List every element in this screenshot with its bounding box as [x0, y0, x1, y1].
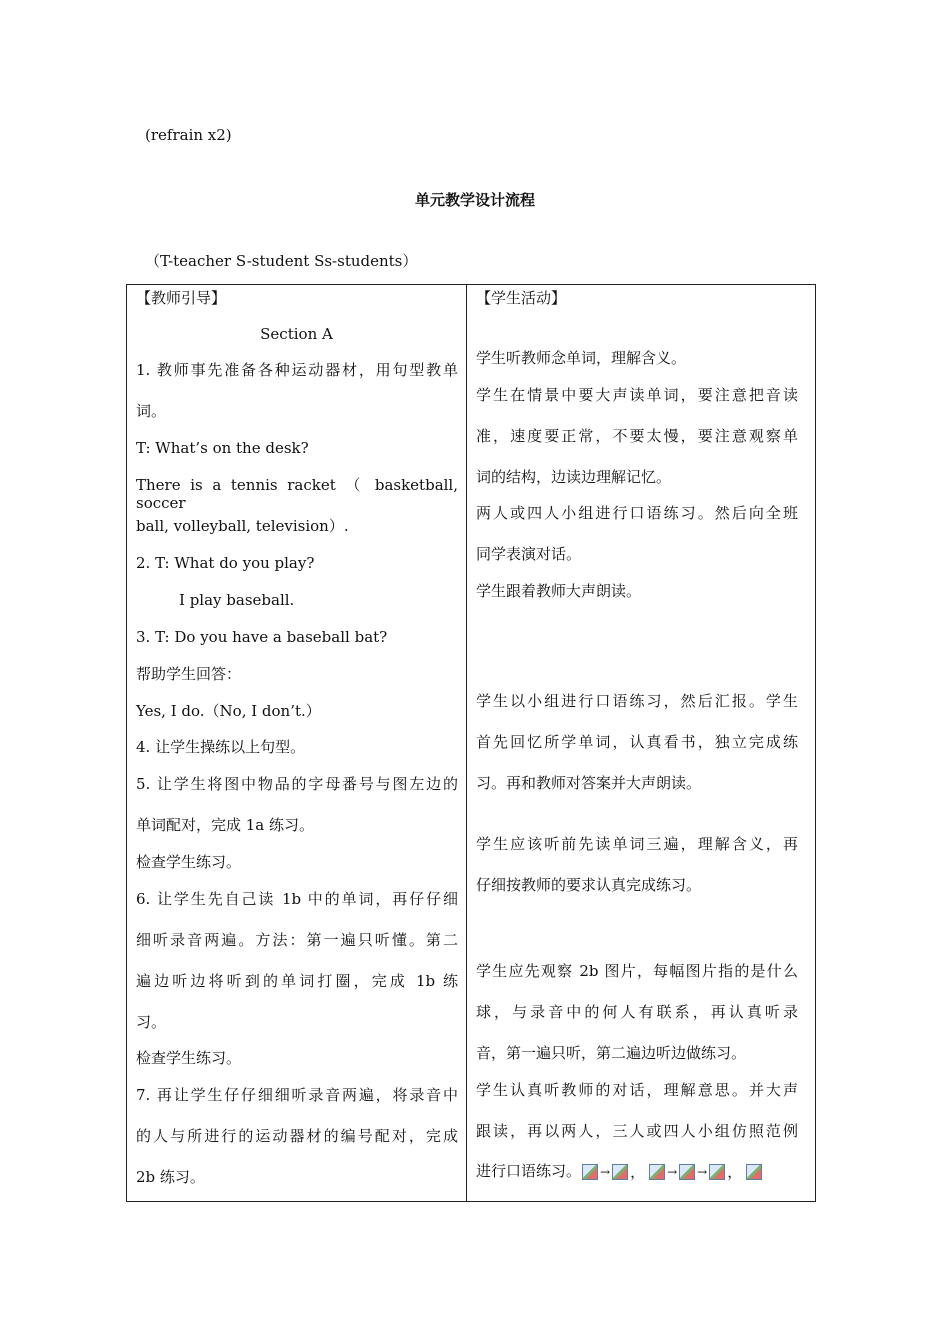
separator: ， — [630, 1163, 646, 1181]
teacher-line: 词。 — [136, 402, 167, 420]
teacher-line: 1. 教师事先准备各种运动器材，用句型教单 — [136, 361, 458, 379]
lesson-flow-table — [126, 284, 816, 1202]
teacher-line: 习。 — [136, 1013, 167, 1031]
teacher-line: Yes, I do.（No, I don’t.） — [136, 702, 321, 720]
student-line: 音，第一遍只听，第二遍边听边做练习。 — [476, 1044, 747, 1062]
student-line: 学生应先观察 2b 图片，每幅图片指的是什么 — [476, 962, 798, 980]
student-line: 准，速度要正常，不要太慢，要注意观察单 — [476, 427, 798, 445]
teacher-line: 5. 让学生将图中物品的字母番号与图左边的 — [136, 775, 458, 793]
picture-icon — [746, 1164, 762, 1180]
student-line: 首先回忆所学单词，认真看书，独立完成练 — [476, 733, 798, 751]
picture-icon — [679, 1164, 695, 1180]
teacher-line: ball, volleyball, television）. — [136, 517, 349, 535]
teacher-line: 6. 让学生先自己读 1b 中的单词，再仔仔细 — [136, 890, 458, 908]
student-line: 习。再和教师对答案并大声朗读。 — [476, 774, 702, 792]
teacher-line: 7. 再让学生仔仔细细听录音两遍，将录音中 — [136, 1086, 458, 1104]
separator: ， — [727, 1163, 743, 1181]
picture-icon — [709, 1164, 725, 1180]
student-line: 球，与录音中的何人有联系，再认真听录 — [476, 1003, 798, 1021]
student-line: 词的结构，边读边理解记忆。 — [476, 468, 672, 486]
picture-icon — [649, 1164, 665, 1180]
teacher-line: 单词配对，完成 1a 练习。 — [136, 816, 315, 834]
picture-icon-row — [581, 1163, 763, 1181]
teacher-line: 3. T: Do you have a baseball bat? — [136, 628, 388, 646]
arrow-icon: → — [697, 1165, 708, 1179]
teacher-line: 帮助学生回答： — [136, 665, 242, 683]
teacher-line: 细听录音两遍。方法：第一遍只听懂。第二 — [136, 931, 458, 949]
teacher-line: 4. 让学生操练以上句型。 — [136, 738, 306, 756]
teacher-line: There is a tennis racket （ basketball, soccer — [136, 476, 458, 512]
student-column — [467, 285, 817, 1201]
student-line: 学生在情景中要大声读单词，要注意把音读 — [476, 386, 798, 404]
picture-icon — [612, 1164, 628, 1180]
teacher-line: I play baseball. — [179, 591, 295, 609]
student-last-line — [476, 1162, 763, 1181]
student-line: 两人或四人小组进行口语练习。然后向全班 — [476, 504, 798, 522]
teacher-heading: 【教师引导】 — [136, 289, 227, 307]
student-line: 学生听教师念单词，理解含义。 — [476, 349, 687, 367]
student-line: 学生认真听教师的对话，理解意思。并大声 — [476, 1081, 798, 1099]
arrow-icon: → — [600, 1165, 611, 1179]
student-line: 跟读，再以两人，三人或四人小组仿照范例 — [476, 1122, 798, 1140]
teacher-line: 的人与所进行的运动器材的编号配对，完成 — [136, 1127, 458, 1145]
picture-icon — [582, 1164, 598, 1180]
student-line: 学生以小组进行口语练习，然后汇报。学生 — [476, 692, 798, 710]
section-title: Section A — [260, 325, 333, 343]
abbreviation-legend: （T-teacher S-student Ss-students） — [145, 252, 418, 270]
student-line: 同学表演对话。 — [476, 545, 582, 563]
student-line: 仔细按教师的要求认真完成练习。 — [476, 876, 702, 894]
student-line: 学生跟着教师大声朗读。 — [476, 582, 642, 600]
student-heading: 【学生活动】 — [476, 289, 567, 307]
teacher-line: T: What’s on the desk? — [136, 439, 309, 457]
teacher-line: 2b 练习。 — [136, 1168, 205, 1186]
arrow-icon: → — [667, 1165, 678, 1179]
refrain-text: (refrain x2) — [145, 126, 232, 144]
student-line: 学生应该听前先读单词三遍，理解含义，再 — [476, 835, 798, 853]
teacher-line: 2. T: What do you play? — [136, 554, 315, 572]
teacher-line: 检查学生练习。 — [136, 853, 242, 871]
teacher-line: 遍边听边将听到的单词打圈，完成 1b 练 — [136, 972, 458, 990]
page-title: 单元教学设计流程 — [414, 191, 535, 209]
student-line: 进行口语练习。 — [476, 1162, 582, 1180]
teacher-line: 检查学生练习。 — [136, 1049, 242, 1067]
